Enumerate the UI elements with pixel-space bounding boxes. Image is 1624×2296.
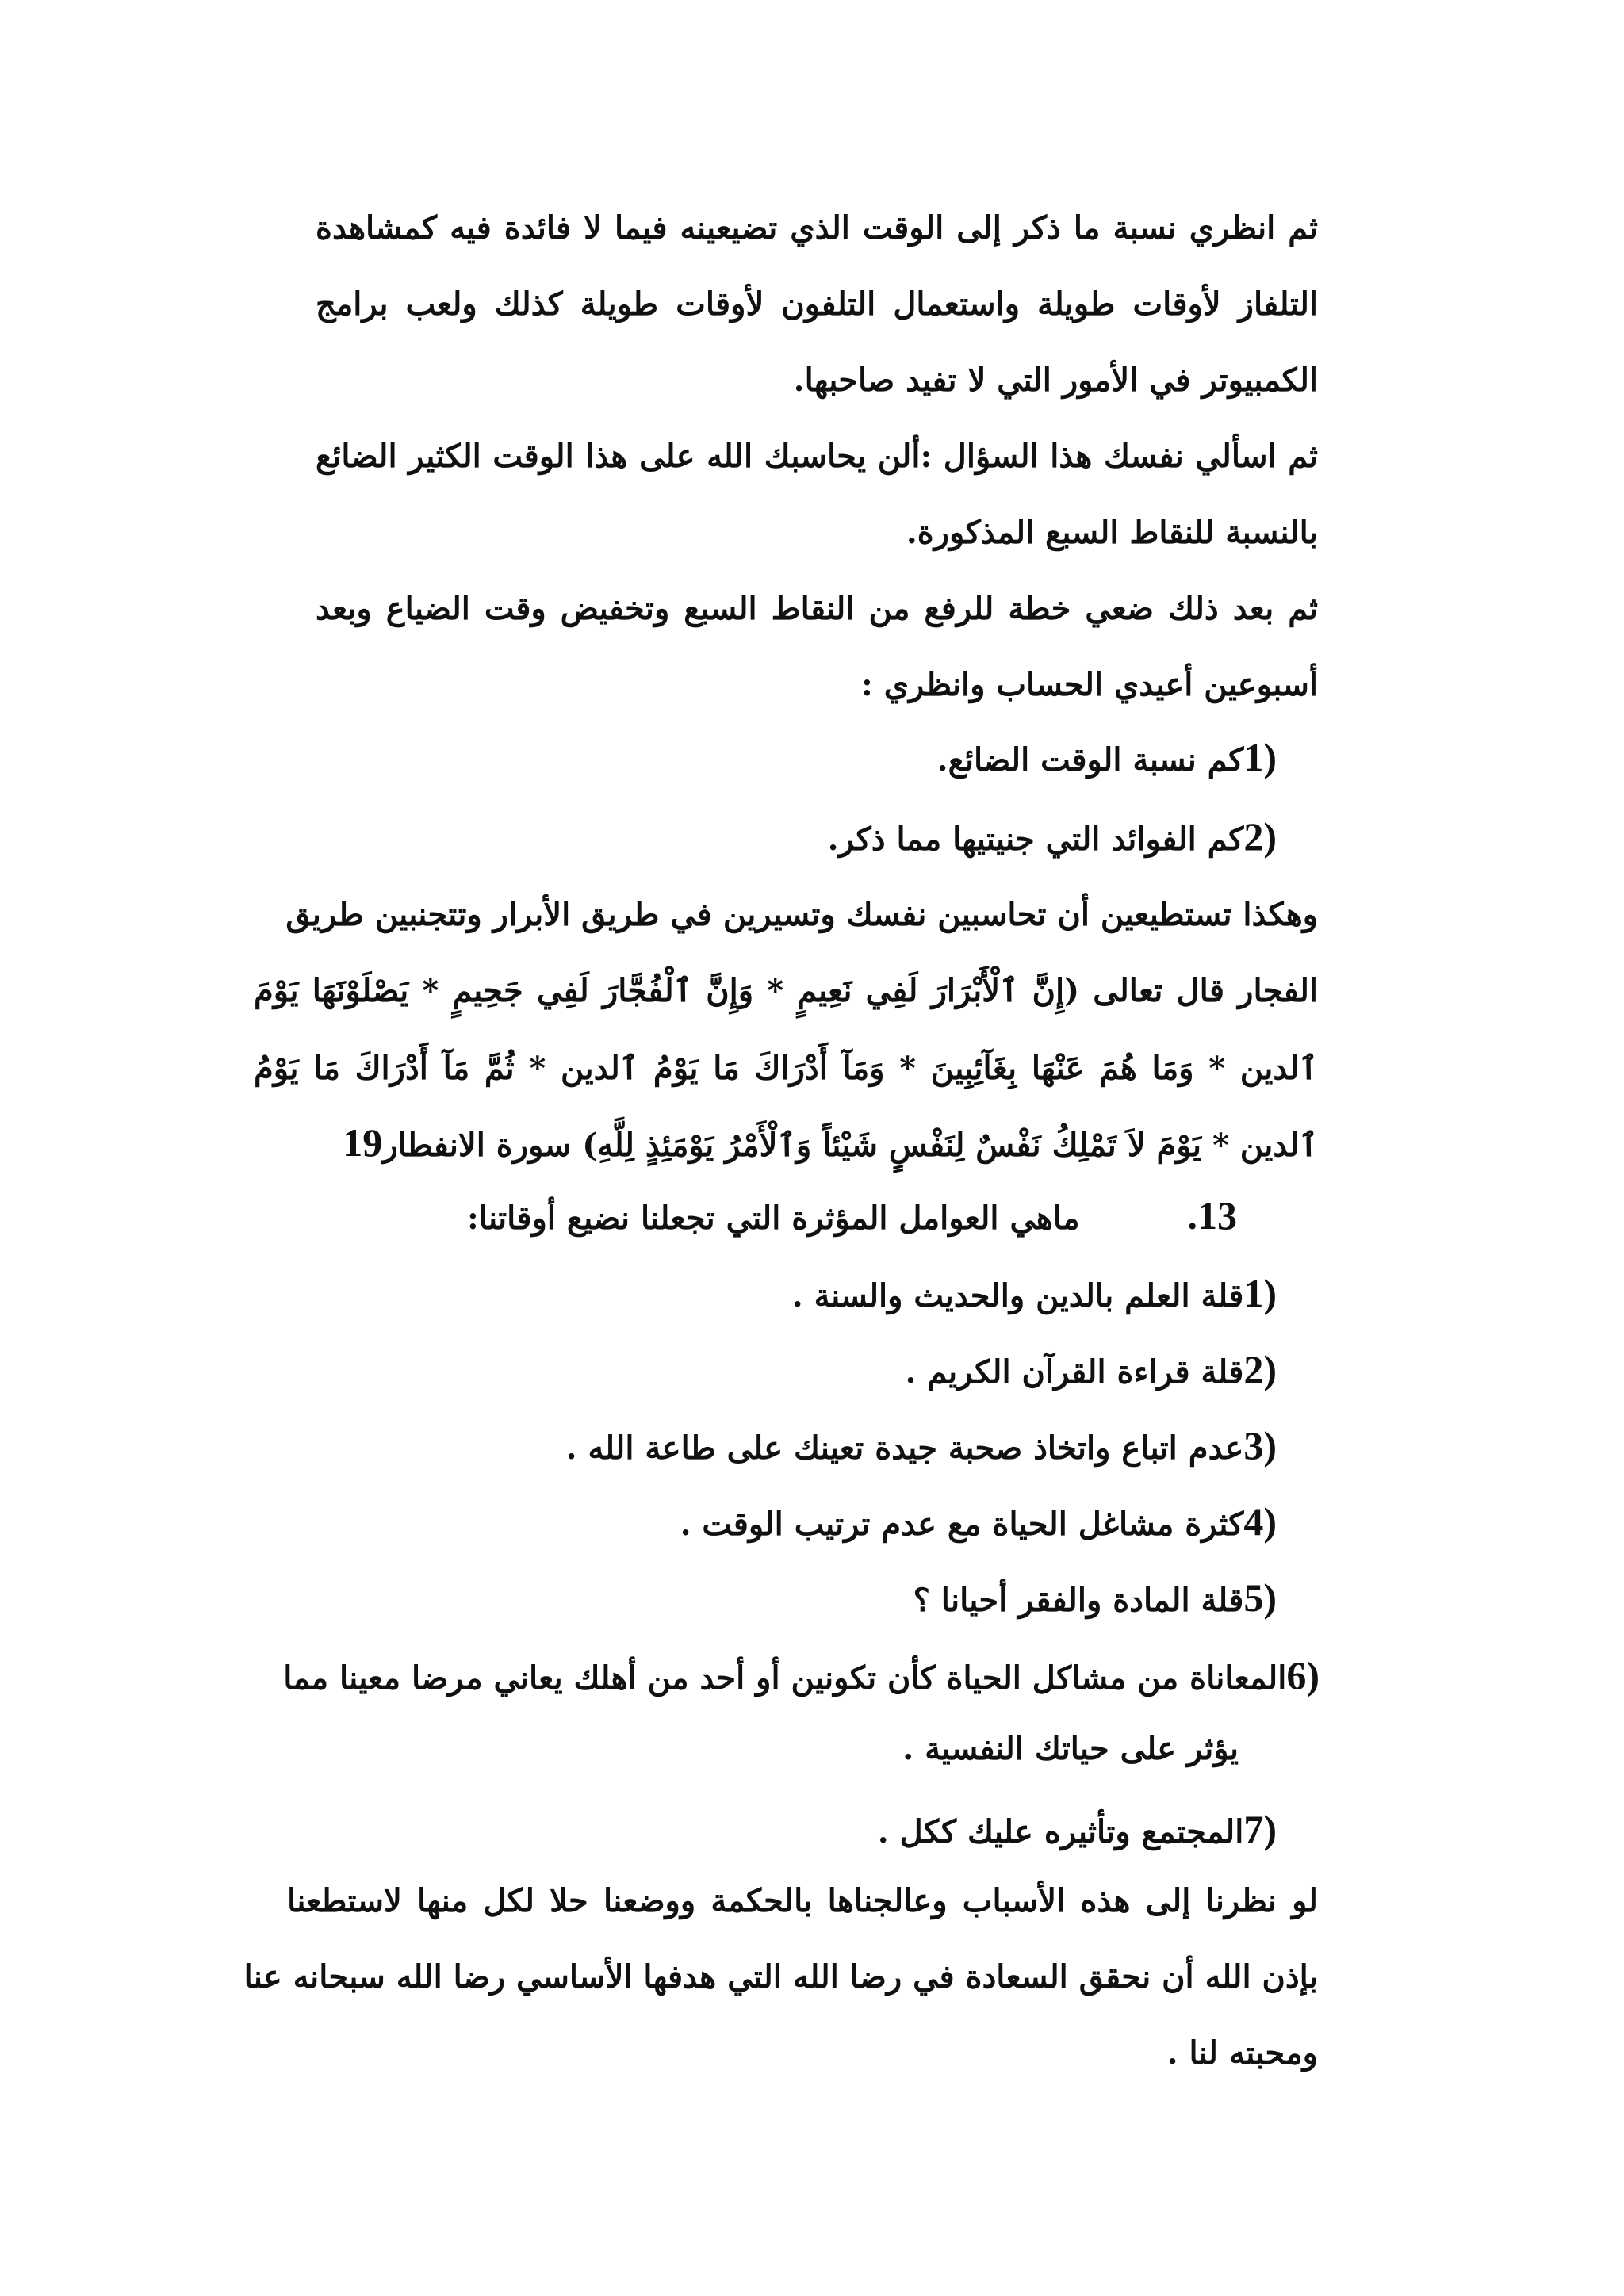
paragraph-line: وهكذا تستطيعين أن تحاسبين نفسك وتسيرين في طريق الأبرار وتتجنبين طريق xyxy=(285,896,1318,933)
paragraph-line: ومحبته لنا . xyxy=(1166,2034,1318,2072)
list-item-text: المعاناة من مشاكل الحياة كأن تكونين أو أحد من أهلك يعاني مرضا معينا مما xyxy=(283,1659,1287,1697)
list-item xyxy=(937,737,1277,777)
list-item-number: 2) xyxy=(1243,1347,1277,1391)
list-item xyxy=(283,1655,1320,1695)
list-item xyxy=(680,1499,1277,1544)
list-item-number: 1) xyxy=(1243,1271,1277,1315)
list-item-text: المجتمع وتأثيره عليك ككل . xyxy=(877,1813,1244,1850)
list-item-text: كثرة مشاغل الحياة مع عدم ترتيب الوقت . xyxy=(680,1506,1244,1543)
paragraph-line: بالنسبة للنقاط السبع المذكورة. xyxy=(906,514,1318,551)
paragraph-line: أسبوعين أعيدي الحساب وانظري : xyxy=(861,666,1318,703)
list-item xyxy=(827,814,1277,859)
paragraph-line: لو نظرنا إلى هذه الأسباب وعالجناها بالحكمة ووضعنا حلا لكل منها لاستطعنا xyxy=(287,1882,1318,1919)
list-item-number: 3) xyxy=(1243,1423,1277,1468)
list-item-text: قلة قراءة القرآن الكريم . xyxy=(905,1353,1244,1391)
heading-number: 13. xyxy=(1187,1193,1237,1238)
paragraph-line: الكمبيوتر في الأمور التي لا تفيد صاحبها. xyxy=(793,362,1318,399)
paragraph-line: ثم اسألي نفسك هذا السؤال :ألن يحاسبك الله على هذا الوقت الكثير الضائع xyxy=(316,438,1318,475)
verse-line: الفجار قال تعالى (إِنَّ ٱلْأَبْرَارَ لَفِي نَعِيمٍ * وَإِنَّ ٱلْفُجَّارَ لَفِي جَحِيمٍ * يَصْلَوْنَهَا يَوْمَ xyxy=(254,972,1318,1009)
paragraph-line: ثم بعد ذلك ضعي خطة للرفع من النقاط السبع وتخفيض وقت الضياع وبعد xyxy=(316,590,1318,627)
list-item xyxy=(565,1423,1277,1468)
list-item xyxy=(878,1809,1277,1849)
list-item-text: عدم اتباع واتخاذ صحبة جيدة تعينك على طاعة الله . xyxy=(565,1429,1244,1467)
verse-source: سورة الانفطار xyxy=(382,1127,572,1164)
section-heading xyxy=(467,1193,1237,1238)
paragraph-line: التلفاز لأوقات طويلة واستعمال التلفون لأوقات طويلة كذلك ولعب برامج xyxy=(316,285,1318,323)
heading-text: ماهي العوامل المؤثرة التي تجعلنا نضيع أوقاتنا: xyxy=(467,1200,1080,1237)
list-item-text: كم الفوائد التي جنيتيها مما ذكر. xyxy=(827,821,1244,858)
list-item-number: 5) xyxy=(1243,1575,1277,1620)
paragraph-line: ثم انظري نسبة ما ذكر إلى الوقت الذي تضيعينه فيما لا فائدة فيه كمشاهدة xyxy=(316,209,1318,247)
list-item-text: كم نسبة الوقت الضائع. xyxy=(936,741,1244,779)
list-item-number: 7) xyxy=(1243,1807,1277,1851)
verse-line: ٱلدين * وَمَا هُمَ عَنْهَا بِغَآئِبِينَ * وَمَآ أَدْرَاكَ مَا يَوْمُ ٱلدين * ثُمَّ مَآ أَدْرَاكَ مَا يَوْمُ xyxy=(254,1050,1318,1087)
list-item-text: قلة المادة والفقر أحيانا ؟ xyxy=(913,1582,1244,1619)
paragraph-line: بإذن الله أن نحقق السعادة في رضا الله التي هدفها الأساسي رضا الله سبحانه عنا xyxy=(243,1958,1318,1996)
list-item-number: 4) xyxy=(1243,1499,1277,1544)
verse-text: ٱلدين * يَوْمَ لاَ تَمْلِكُ نَفْسٌ لِنَفْسٍ شَيْئاً وَٱلْأَمْرُ يَوْمَئِذٍ لِلَّهِ) xyxy=(582,1127,1318,1164)
list-item-text: قلة العلم بالدين والحديث والسنة . xyxy=(791,1277,1244,1314)
list-item xyxy=(906,1349,1277,1389)
verse-number: 19 xyxy=(343,1120,383,1165)
list-item-number: 1) xyxy=(1243,735,1277,779)
list-item-number: 6) xyxy=(1286,1653,1320,1697)
verse-line xyxy=(343,1120,1318,1165)
list-item-continuation: يؤثر على حياتك النفسية . xyxy=(902,1730,1239,1767)
list-item-number: 2) xyxy=(1243,814,1277,859)
list-item xyxy=(792,1273,1277,1313)
list-item xyxy=(913,1575,1277,1620)
